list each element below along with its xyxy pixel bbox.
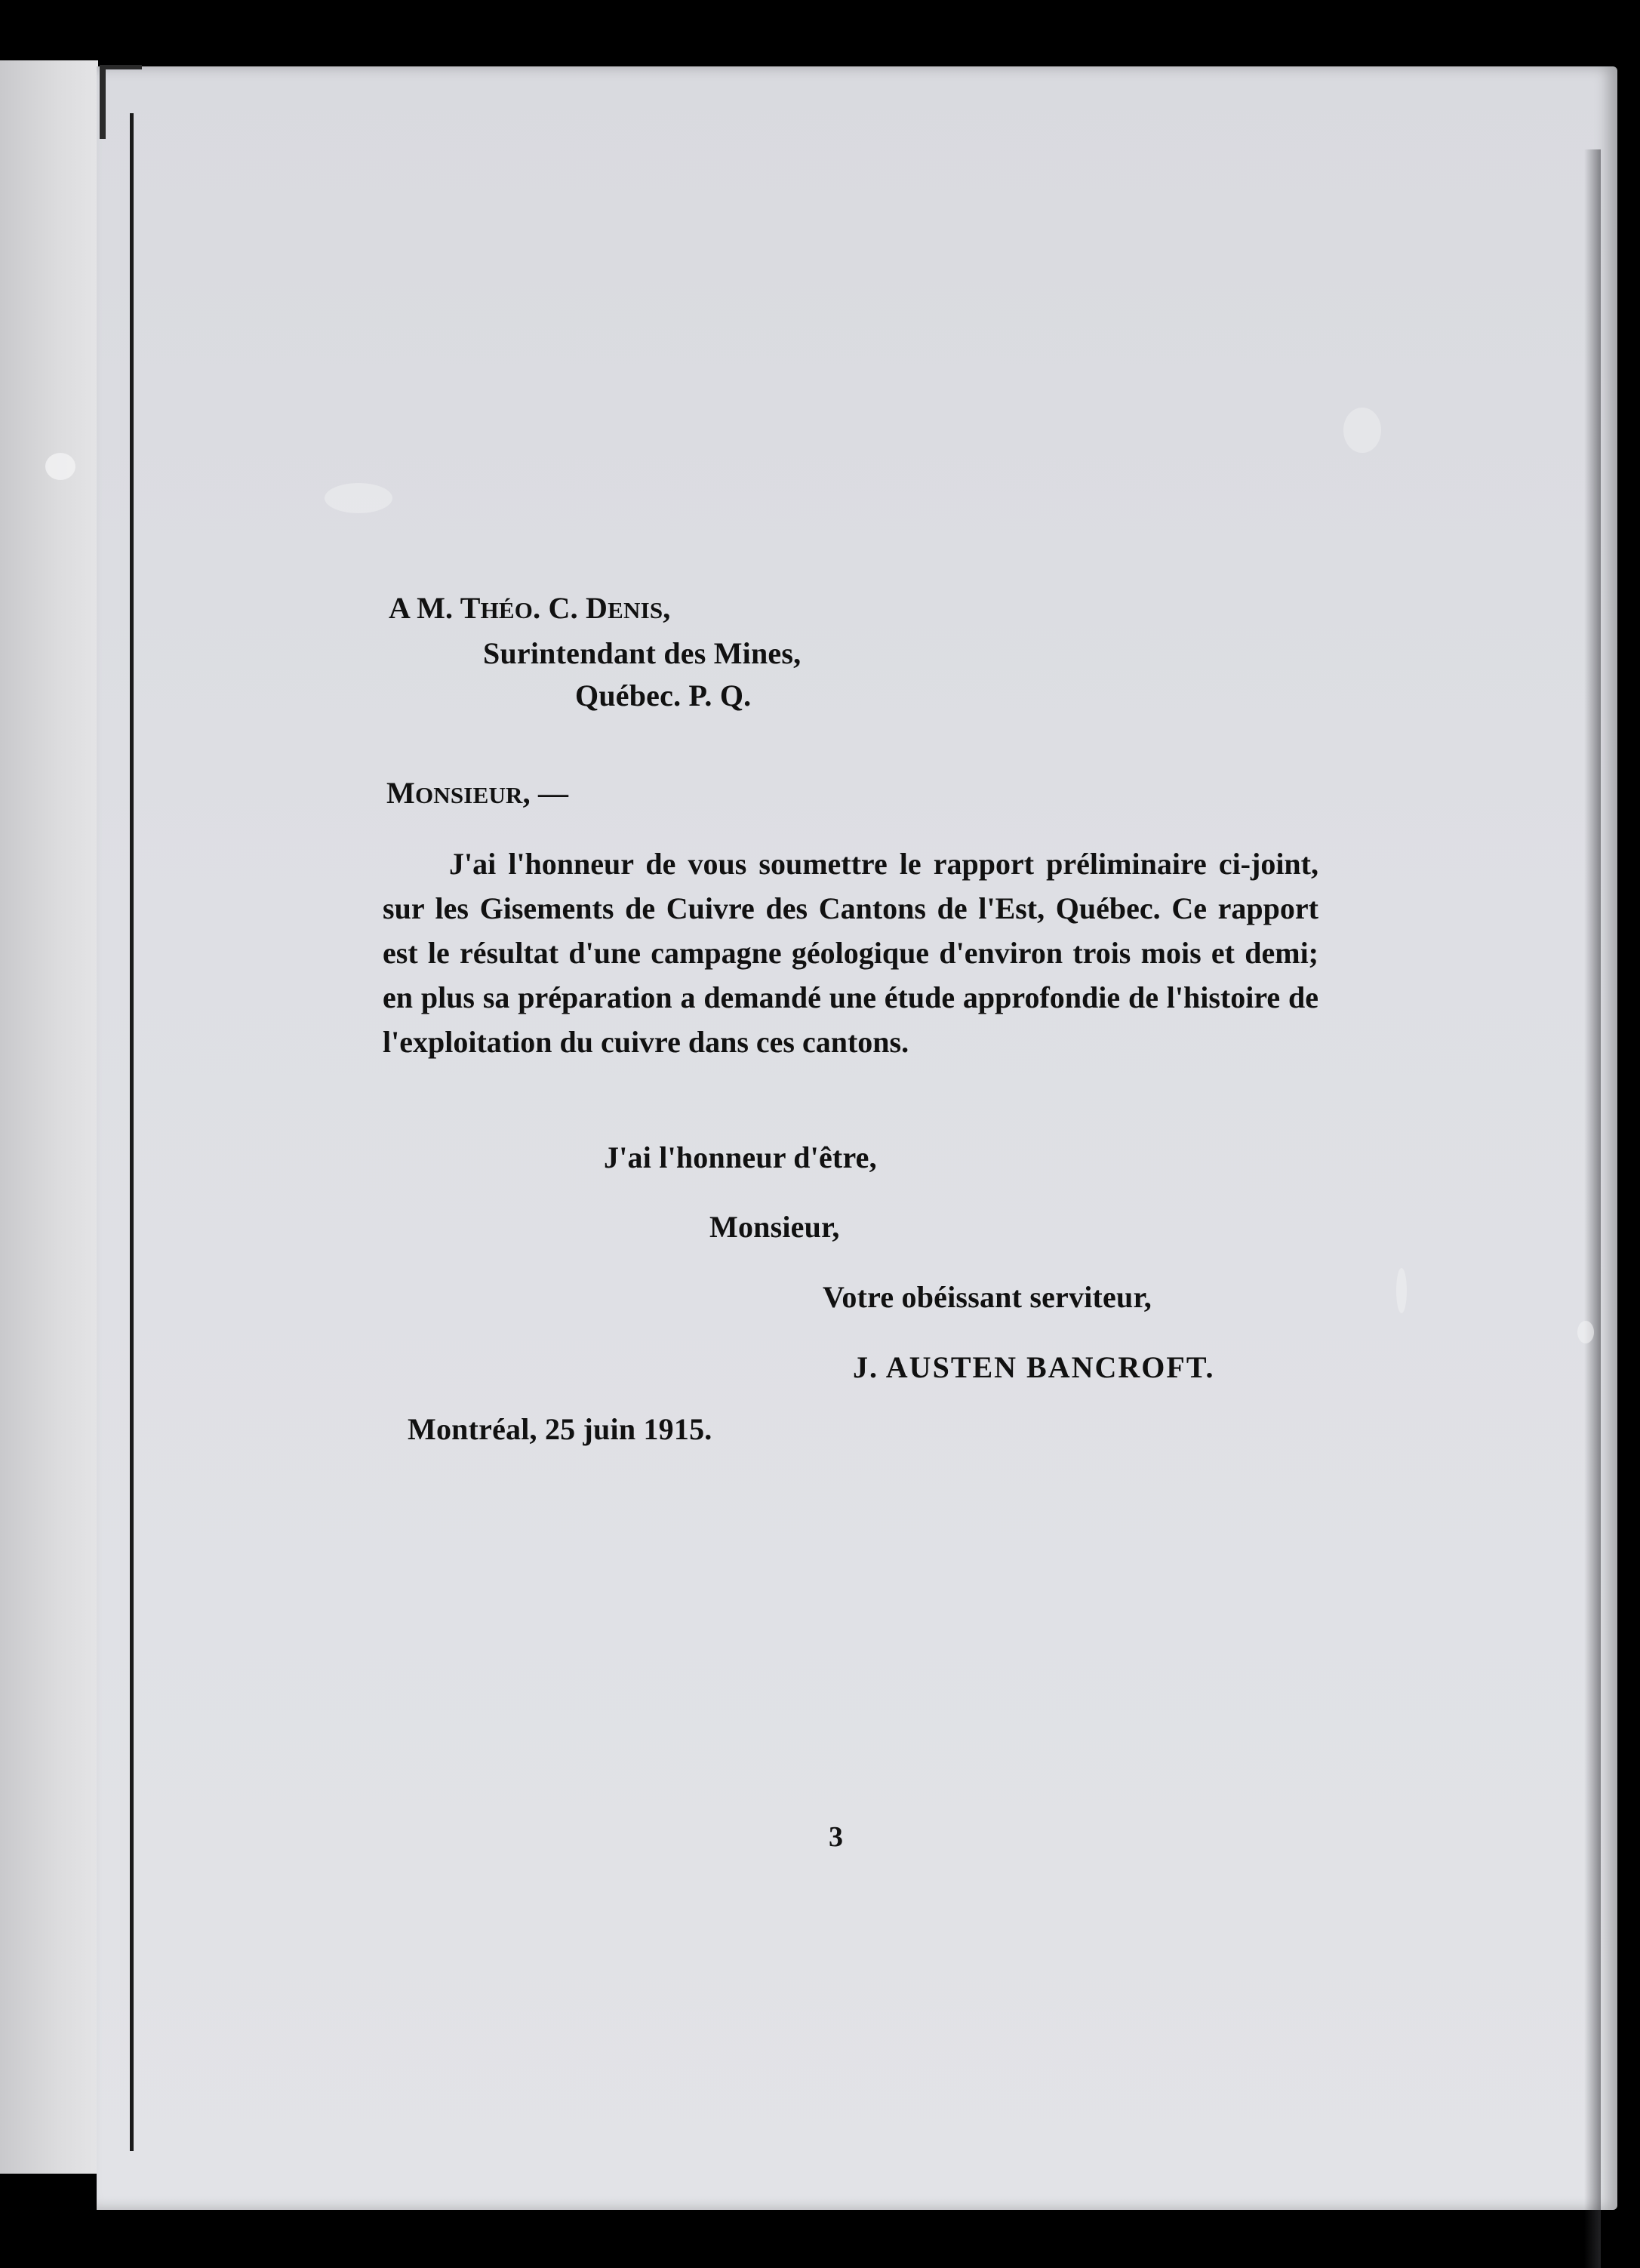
date-place: Montréal, 25 juin 1915. (408, 1412, 712, 1446)
addressee-prefix: A M. (389, 591, 460, 625)
binding-strip (0, 60, 98, 2174)
salutation-rest: ONSIEUR (414, 782, 523, 808)
gutter-line (130, 113, 134, 2151)
dust-speck (1343, 408, 1381, 453)
addressee-first-initial: T (460, 591, 481, 625)
addressee-last-initial: D (586, 591, 608, 625)
page-sheet (97, 66, 1617, 2210)
closing-line-2: Monsieur, (709, 1210, 840, 1244)
page-edge-shadow (1584, 149, 1601, 2268)
dust-speck (1577, 1321, 1594, 1343)
binding-clip-mark (100, 65, 142, 139)
salutation-suffix: , — (522, 776, 569, 810)
dust-speck (45, 453, 75, 480)
addressee-name (389, 590, 670, 626)
addressee-location: Québec. P. Q. (575, 679, 752, 712)
letter-body: J'ai l'honneur de vous soumettre le rapport préliminaire ci-joint, sur les Gisements de Cuivre des Cantons de l'Est, Québec. Ce rapport est le résultat d'une campagne géologique d'environ trois mois et demi; en plus sa préparation a demandé une étude approfondie de l'histoire de l'exploitation du cuivre dans ces cantons. (383, 847, 1318, 1059)
dust-speck (1396, 1268, 1407, 1313)
salutation (386, 775, 568, 811)
signature: J. AUSTEN BANCROFT. (853, 1350, 1215, 1384)
addressee-middle: . C. (533, 591, 586, 625)
salutation-initial: M (386, 776, 415, 810)
closing-line-1: J'ai l'honneur d'être, (604, 1140, 877, 1174)
addressee-title: Surintendant des Mines, (483, 636, 802, 670)
page-number: 3 (829, 1821, 844, 1853)
dust-speck (325, 483, 392, 513)
addressee-last-rest: ENIS (608, 597, 663, 623)
closing-line-3: Votre obéissant serviteur, (823, 1280, 1152, 1314)
addressee-suffix: , (663, 591, 671, 625)
addressee-first-rest: HÉO (480, 597, 534, 623)
